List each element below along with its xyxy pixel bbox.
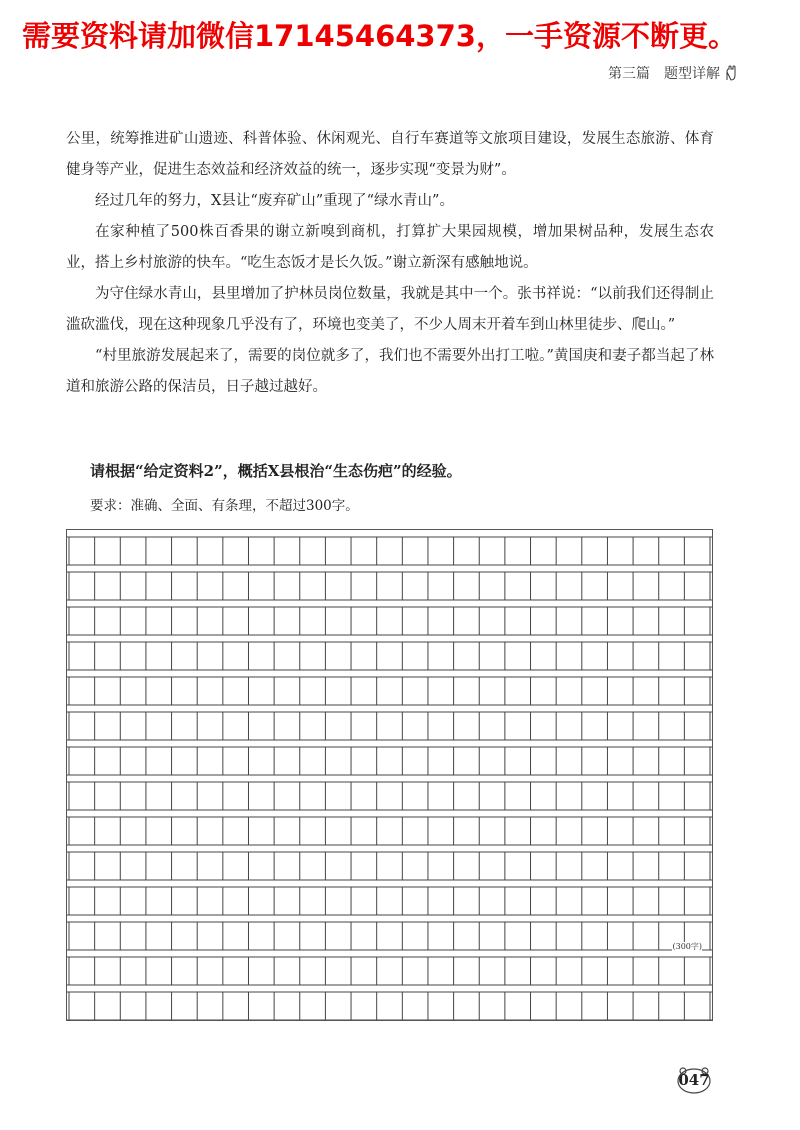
grid-row <box>67 992 712 1020</box>
section-label: 题型详解 <box>664 66 720 82</box>
part-label: 第三篇 <box>608 66 650 82</box>
paragraph: 为守住绿水青山，县里增加了护林员岗位数量，我就是其中一个。张书祥说：“以前我们还得制止滥砍滥伐，现在这种现象几乎没有了，环境也变美了，不少人周末开着车到山林里徒步、爬山。” <box>66 286 714 333</box>
grid-row <box>67 782 712 810</box>
grid-row <box>67 607 712 635</box>
grid-row <box>67 957 712 985</box>
paragraph: 在家种植了500株百香果的谢立新嗅到商机，打算扩大果园规模，增加果树品种，发展生态农业，搭上乡村旅游的快车。“吃生态饭才是长久饭。”谢立新深有感触地说。 <box>66 224 714 271</box>
hand-icon <box>724 65 738 81</box>
grid-row <box>67 887 712 915</box>
question-prompt: 请根据“给定资料2”，概括X县根治“生态伤疤”的经验。 <box>90 462 462 480</box>
grid-row <box>67 572 712 600</box>
grid-row <box>67 537 712 565</box>
answer-grid-lines <box>67 530 712 1020</box>
answer-grid[interactable] <box>66 529 713 1021</box>
word-count-mark: (300字) <box>672 942 702 951</box>
grid-row <box>67 642 712 670</box>
paragraph-continued: 公里，统筹推进矿山遗迹、科普体验、休闲观光、自行车赛道等文旅项目建设，发展生态旅游、体育健身等产业，促进生态效益和经济效益的统一，逐步实现“变景为财”。 <box>66 131 714 178</box>
grid-row <box>67 852 712 880</box>
grid-row <box>67 922 712 950</box>
watermark: 需要资料请加微信17145464373，一手资源不断更。 <box>22 19 737 53</box>
grid-row <box>67 747 712 775</box>
grid-row <box>67 712 712 740</box>
question-requirement: 要求：准确、全面、有条理，不超过300字。 <box>90 498 359 514</box>
paragraph: “村里旅游发展起来了，需要的岗位就多了，我们也不需要外出打工啦。”黄国庚和妻子都当起了林道和旅游公路的保洁员，日子越过越好。 <box>66 348 714 395</box>
paragraph: 经过几年的努力，X县让“废弃矿山”重现了“绿水青山”。 <box>95 193 454 209</box>
page-number <box>676 1066 712 1094</box>
running-head <box>608 63 738 83</box>
page-number-text: 047 <box>678 1071 710 1089</box>
grid-row <box>67 817 712 845</box>
grid-row <box>67 677 712 705</box>
material-text <box>66 124 714 403</box>
